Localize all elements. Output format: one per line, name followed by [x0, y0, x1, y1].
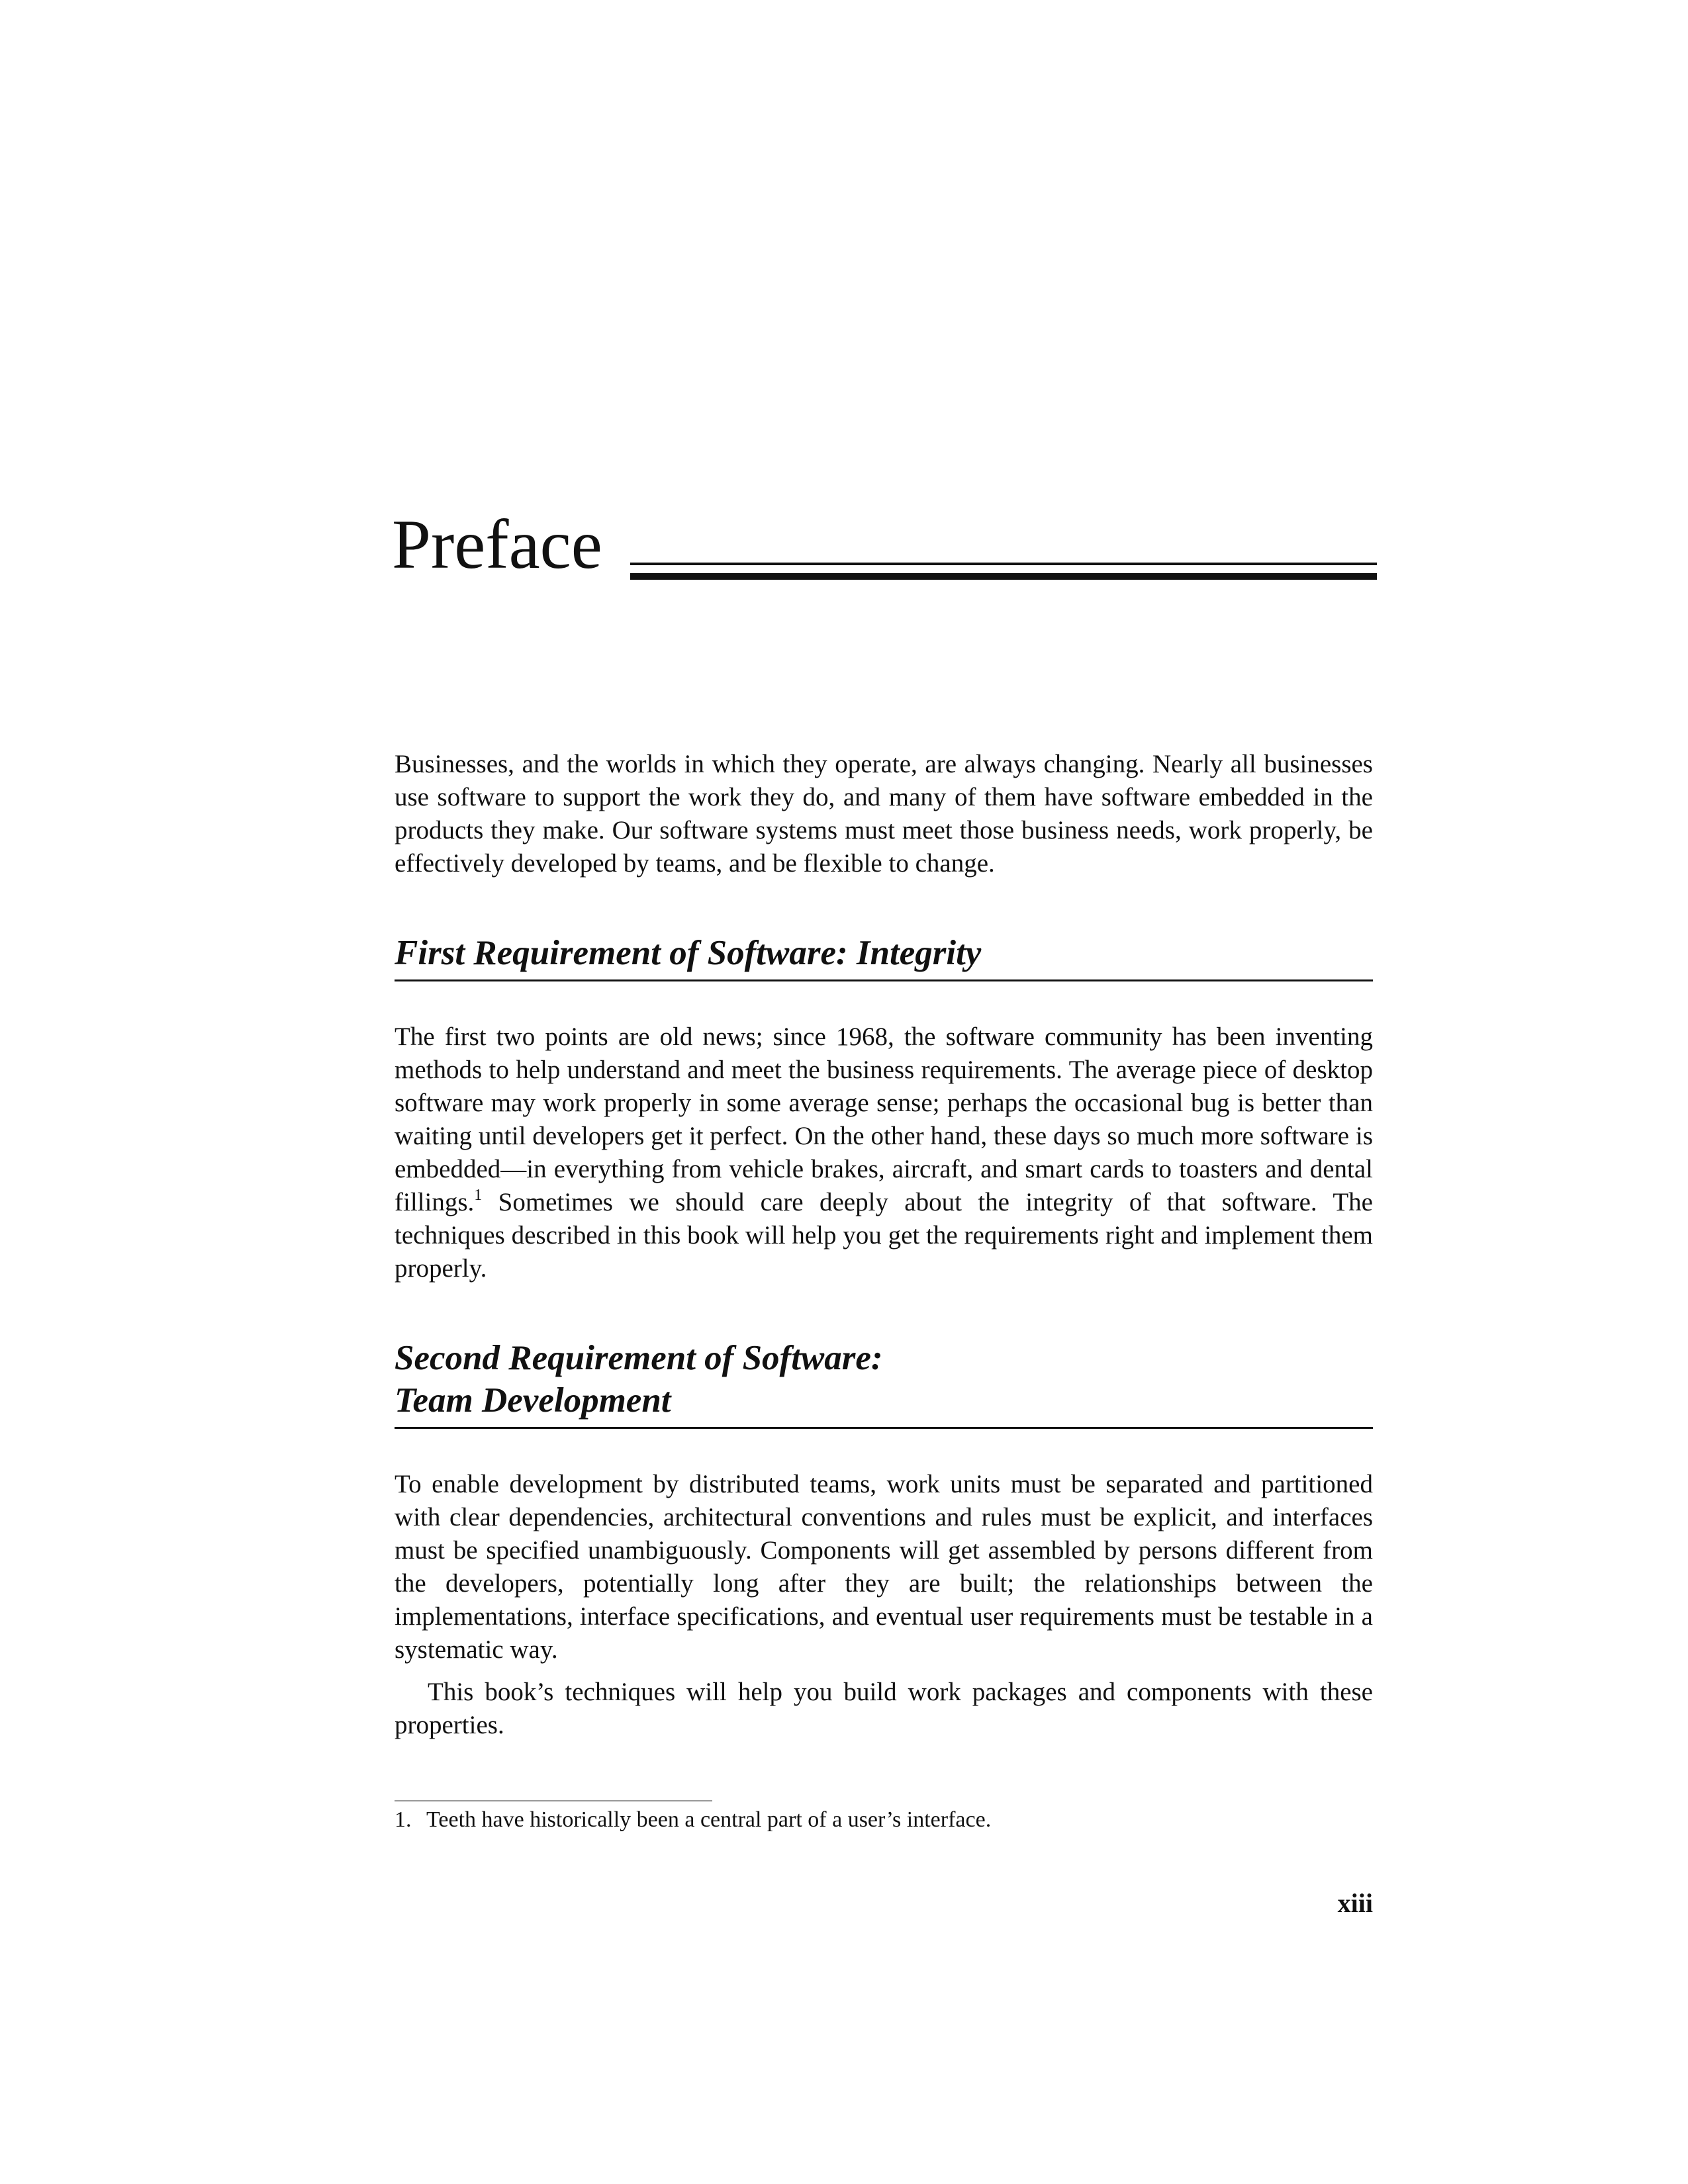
team-section-body: [395, 1468, 1373, 1742]
chapter-title: Preface: [392, 506, 602, 583]
footnote-number: 1.: [395, 1807, 412, 1832]
section-heading-integrity: First Requirement of Software: Integrity: [395, 934, 982, 972]
team-paragraph-1: To enable development by distributed teams, work units must be separated and partitioned with clear dependencies, architectural conventions and rules must be explicit, and interfaces must be specified unambiguously. Components will get assembled by persons different from the developers, potentially long after they are built; the relationships between the implementations, interface specifications, and eventual user requirements must be testable in a systematic way.: [395, 1470, 1373, 1664]
footnote-reference: 1: [474, 1187, 483, 1204]
footnote-text: Teeth have historically been a central part of a user’s interface.: [426, 1807, 992, 1832]
section-rule-team-development: [395, 1427, 1373, 1429]
intro-section: [395, 748, 1373, 880]
intro-paragraph: Businesses, and the worlds in which they operate, are always changing. Nearly all businesses use software to support the work they do, and many of them have software embedded in the products they make. Our software systems must meet those business needs, work properly, be effectively developed by teams, and be flexible to change.: [395, 750, 1373, 878]
chapter-title-rule-thin: [630, 563, 1377, 565]
integrity-paragraph-part2: Sometimes we should care deeply about the integrity of that software. The techniques described in this book will help you get the requirements right and implement them properly.: [395, 1188, 1373, 1283]
integrity-section-body: [395, 1021, 1373, 1285]
page-number: xiii: [1337, 1888, 1373, 1918]
team-paragraph-2: This book’s techniques will help you build work packages and components with these properties.: [395, 1678, 1373, 1739]
footnote: [395, 1805, 991, 1835]
section-rule-integrity: [395, 979, 1373, 981]
section-heading-team-line2: Team Development: [395, 1381, 671, 1420]
integrity-paragraph: [395, 1021, 1373, 1285]
footnote-rule: [395, 1800, 712, 1801]
section-heading-team-line1: Second Requirement of Software:: [395, 1339, 883, 1377]
integrity-paragraph-part1: The first two points are old news; since 1968, the software community has been inventing methods to help understand and meet the business requirements. The average piece of desktop software may work properly in some average sense; perhaps the occasional bug is better than waiting until developers get it perfect. On the other hand, these days so much more software is embedded—in everything from vehicle brakes, aircraft, and smart cards to toasters and dental fillings.: [395, 1023, 1373, 1216]
chapter-title-rule-thick: [630, 573, 1377, 580]
section-heading-team-development: [395, 1337, 1373, 1422]
